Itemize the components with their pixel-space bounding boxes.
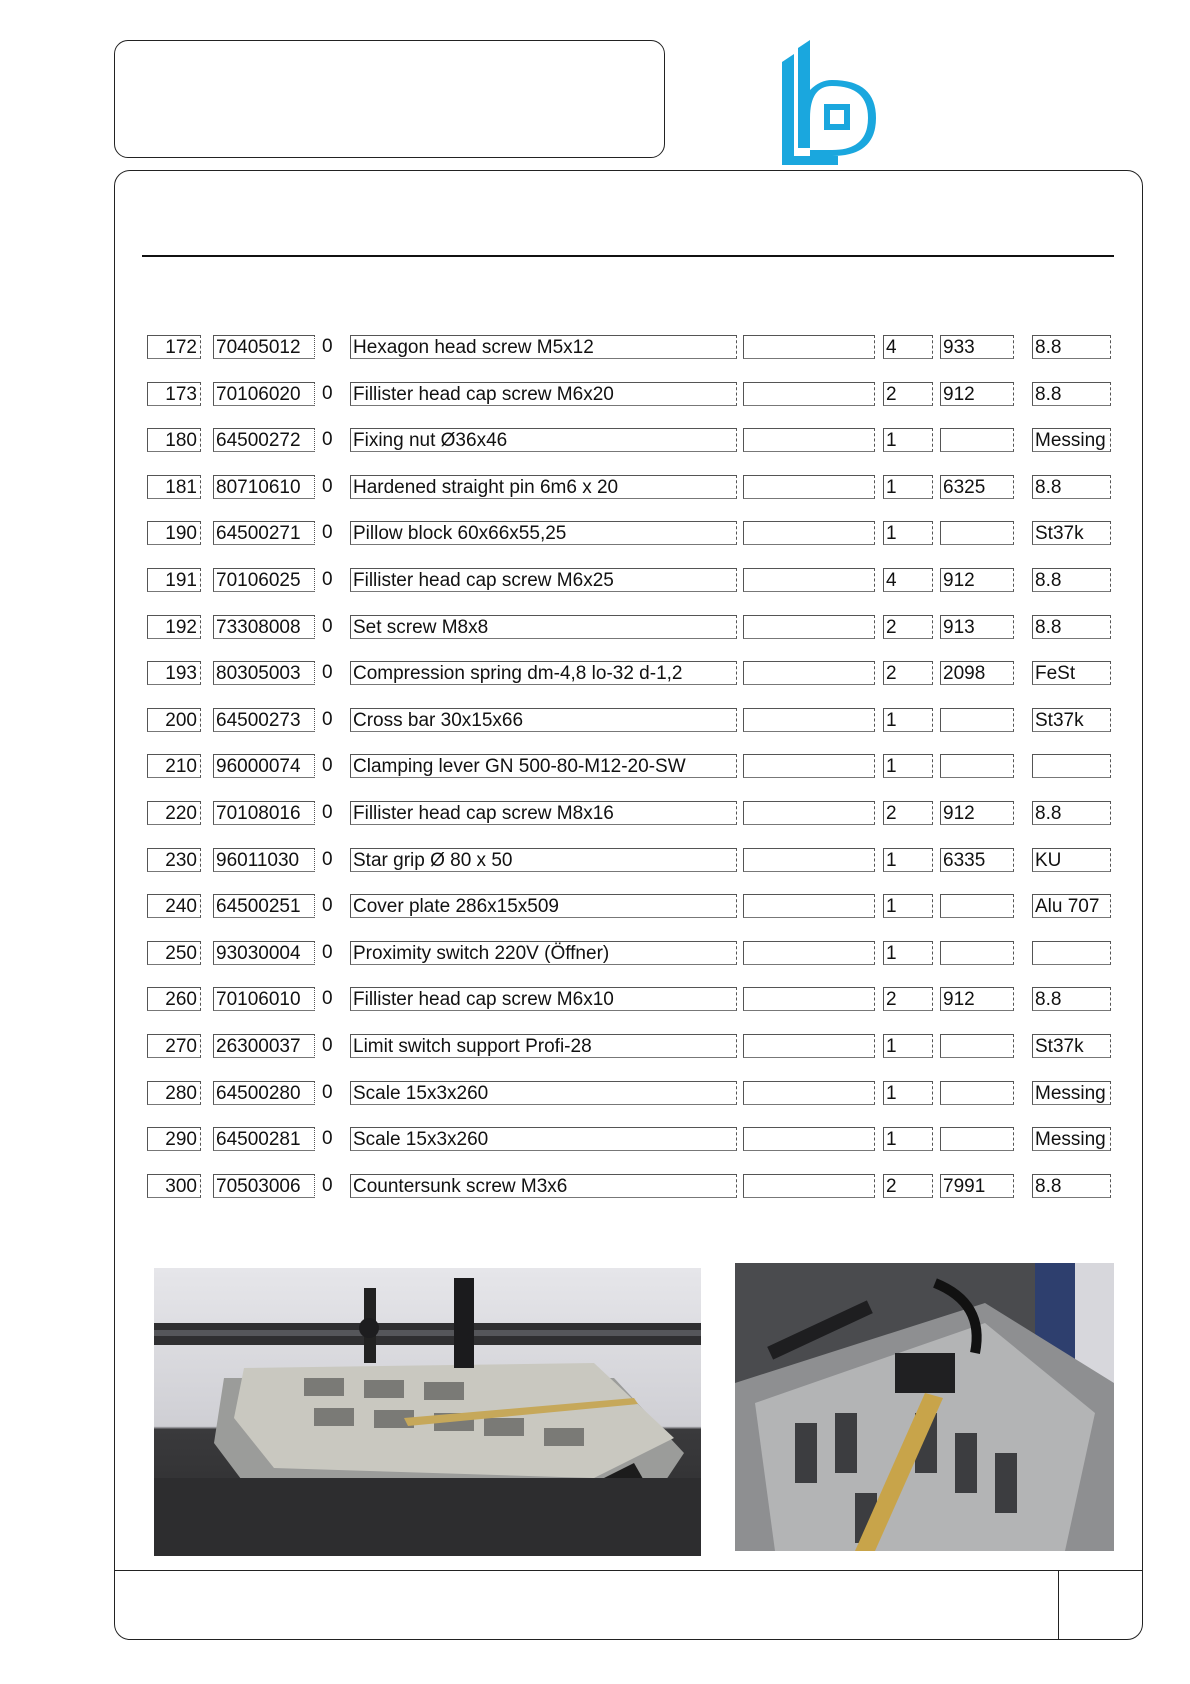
- table-row: [0, 894, 1190, 920]
- blank-cell: [743, 661, 875, 685]
- position-cell: 230: [147, 848, 201, 872]
- material-cell: 8.8: [1032, 475, 1111, 499]
- quantity-cell: 1: [883, 708, 933, 732]
- article-number-cell: 64500273: [213, 708, 315, 732]
- table-row: [0, 941, 1190, 967]
- description-cell: Fillister head cap screw M6x10: [350, 987, 737, 1011]
- blank-cell: [743, 754, 875, 778]
- table-row: [0, 568, 1190, 594]
- quantity-cell: 1: [883, 1034, 933, 1058]
- table-row: [0, 661, 1190, 687]
- norm-cell: [940, 428, 1014, 452]
- position-cell: 200: [147, 708, 201, 732]
- table-row: [0, 801, 1190, 827]
- table-row: [0, 708, 1190, 734]
- material-cell: Messing: [1032, 1127, 1111, 1151]
- blank-cell: [743, 801, 875, 825]
- quantity-cell: 2: [883, 1174, 933, 1198]
- position-cell: 210: [147, 754, 201, 778]
- material-cell: [1032, 941, 1111, 965]
- variant-cell: 0: [320, 428, 342, 452]
- position-cell: 192: [147, 615, 201, 639]
- description-cell: Fillister head cap screw M6x25: [350, 568, 737, 592]
- article-number-cell: 70106020: [213, 382, 315, 406]
- machine-table-photo-icon: [154, 1268, 701, 1556]
- norm-cell: 912: [940, 382, 1014, 406]
- description-cell: Scale 15x3x260: [350, 1127, 737, 1151]
- position-cell: 260: [147, 987, 201, 1011]
- quantity-cell: 2: [883, 801, 933, 825]
- position-cell: 220: [147, 801, 201, 825]
- article-number-cell: 80305003: [213, 661, 315, 685]
- footer-page-cell: [1058, 1570, 1059, 1640]
- blank-cell: [743, 708, 875, 732]
- quantity-cell: 2: [883, 987, 933, 1011]
- norm-cell: [940, 941, 1014, 965]
- description-cell: Scale 15x3x260: [350, 1081, 737, 1105]
- quantity-cell: 1: [883, 754, 933, 778]
- norm-cell: 6325: [940, 475, 1014, 499]
- blank-cell: [743, 382, 875, 406]
- description-cell: Fixing nut Ø36x46: [350, 428, 737, 452]
- blank-cell: [743, 521, 875, 545]
- variant-cell: 0: [320, 1081, 342, 1105]
- article-number-cell: 93030004: [213, 941, 315, 965]
- norm-cell: [940, 894, 1014, 918]
- blank-cell: [743, 1174, 875, 1198]
- norm-cell: 7991: [940, 1174, 1014, 1198]
- quantity-cell: 1: [883, 941, 933, 965]
- norm-cell: 912: [940, 801, 1014, 825]
- blank-cell: [743, 1034, 875, 1058]
- table-row: [0, 428, 1190, 454]
- variant-cell: 0: [320, 848, 342, 872]
- position-cell: 180: [147, 428, 201, 452]
- description-cell: Countersunk screw M3x6: [350, 1174, 737, 1198]
- table-row: [0, 335, 1190, 361]
- lb-book-logo-icon: [780, 40, 880, 165]
- norm-cell: 912: [940, 987, 1014, 1011]
- norm-cell: [940, 521, 1014, 545]
- norm-cell: 913: [940, 615, 1014, 639]
- description-cell: Cross bar 30x15x66: [350, 708, 737, 732]
- quantity-cell: 2: [883, 661, 933, 685]
- norm-cell: [940, 1081, 1014, 1105]
- variant-cell: 0: [320, 894, 342, 918]
- material-cell: 8.8: [1032, 615, 1111, 639]
- material-cell: 8.8: [1032, 1174, 1111, 1198]
- variant-cell: 0: [320, 382, 342, 406]
- description-cell: Fillister head cap screw M6x20: [350, 382, 737, 406]
- position-cell: 250: [147, 941, 201, 965]
- table-row: [0, 1127, 1190, 1153]
- article-number-cell: 70106025: [213, 568, 315, 592]
- table-row: [0, 1174, 1190, 1200]
- blank-cell: [743, 615, 875, 639]
- quantity-cell: 2: [883, 615, 933, 639]
- position-cell: 240: [147, 894, 201, 918]
- table-row: [0, 382, 1190, 408]
- norm-cell: [940, 1127, 1014, 1151]
- article-number-cell: 70106010: [213, 987, 315, 1011]
- footer-divider: [114, 1570, 1143, 1571]
- quantity-cell: 2: [883, 382, 933, 406]
- description-cell: Compression spring dm-4,8 lo-32 d-1,2: [350, 661, 737, 685]
- table-row: [0, 754, 1190, 780]
- variant-cell: 0: [320, 335, 342, 359]
- quantity-cell: 1: [883, 428, 933, 452]
- article-number-cell: 64500280: [213, 1081, 315, 1105]
- table-row: [0, 615, 1190, 641]
- quantity-cell: 1: [883, 1127, 933, 1151]
- variant-cell: 0: [320, 708, 342, 732]
- header-divider: [142, 255, 1114, 257]
- description-cell: Cover plate 286x15x509: [350, 894, 737, 918]
- material-cell: St37k: [1032, 708, 1111, 732]
- material-cell: Alu 707: [1032, 894, 1111, 918]
- position-cell: 190: [147, 521, 201, 545]
- quantity-cell: 1: [883, 475, 933, 499]
- article-number-cell: 70405012: [213, 335, 315, 359]
- position-cell: 280: [147, 1081, 201, 1105]
- blank-cell: [743, 1081, 875, 1105]
- article-number-cell: 64500281: [213, 1127, 315, 1151]
- article-number-cell: 96011030: [213, 848, 315, 872]
- quantity-cell: 1: [883, 1081, 933, 1105]
- material-cell: FeSt: [1032, 661, 1111, 685]
- article-number-cell: 70108016: [213, 801, 315, 825]
- position-cell: 172: [147, 335, 201, 359]
- material-cell: Messing: [1032, 1081, 1111, 1105]
- table-row: [0, 848, 1190, 874]
- blank-cell: [743, 335, 875, 359]
- norm-cell: 933: [940, 335, 1014, 359]
- table-row: [0, 475, 1190, 501]
- quantity-cell: 1: [883, 848, 933, 872]
- table-row: [0, 987, 1190, 1013]
- quantity-cell: 4: [883, 335, 933, 359]
- variant-cell: 0: [320, 801, 342, 825]
- variant-cell: 0: [320, 521, 342, 545]
- variant-cell: 0: [320, 1127, 342, 1151]
- article-number-cell: 26300037: [213, 1034, 315, 1058]
- variant-cell: 0: [320, 1034, 342, 1058]
- blank-cell: [743, 1127, 875, 1151]
- description-cell: Hexagon head screw M5x12: [350, 335, 737, 359]
- material-cell: KU: [1032, 848, 1111, 872]
- norm-cell: 2098: [940, 661, 1014, 685]
- description-cell: Clamping lever GN 500-80-M12-20-SW: [350, 754, 737, 778]
- material-cell: 8.8: [1032, 801, 1111, 825]
- blank-cell: [743, 848, 875, 872]
- material-cell: [1032, 754, 1111, 778]
- machine-table-closeup-photo-icon: [735, 1263, 1114, 1551]
- position-cell: 191: [147, 568, 201, 592]
- variant-cell: 0: [320, 615, 342, 639]
- description-cell: Fillister head cap screw M8x16: [350, 801, 737, 825]
- material-cell: 8.8: [1032, 335, 1111, 359]
- article-number-cell: 64500272: [213, 428, 315, 452]
- variant-cell: 0: [320, 941, 342, 965]
- blank-cell: [743, 941, 875, 965]
- article-number-cell: 80710610: [213, 475, 315, 499]
- quantity-cell: 1: [883, 894, 933, 918]
- norm-cell: [940, 1034, 1014, 1058]
- table-row: [0, 521, 1190, 547]
- position-cell: 290: [147, 1127, 201, 1151]
- article-number-cell: 64500271: [213, 521, 315, 545]
- quantity-cell: 1: [883, 521, 933, 545]
- material-cell: St37k: [1032, 1034, 1111, 1058]
- position-cell: 270: [147, 1034, 201, 1058]
- description-cell: Star grip Ø 80 x 50: [350, 848, 737, 872]
- position-cell: 193: [147, 661, 201, 685]
- material-cell: St37k: [1032, 521, 1111, 545]
- article-number-cell: 64500251: [213, 894, 315, 918]
- article-number-cell: 70503006: [213, 1174, 315, 1198]
- blank-cell: [743, 428, 875, 452]
- material-cell: 8.8: [1032, 568, 1111, 592]
- description-cell: Pillow block 60x66x55,25: [350, 521, 737, 545]
- table-row: [0, 1034, 1190, 1060]
- blank-cell: [743, 894, 875, 918]
- variant-cell: 0: [320, 1174, 342, 1198]
- description-cell: Limit switch support Profi-28: [350, 1034, 737, 1058]
- blank-cell: [743, 987, 875, 1011]
- article-number-cell: 96000074: [213, 754, 315, 778]
- norm-cell: 912: [940, 568, 1014, 592]
- header-title-box: [114, 40, 665, 158]
- norm-cell: 6335: [940, 848, 1014, 872]
- variant-cell: 0: [320, 661, 342, 685]
- blank-cell: [743, 475, 875, 499]
- material-cell: Messing: [1032, 428, 1111, 452]
- quantity-cell: 4: [883, 568, 933, 592]
- description-cell: Set screw M8x8: [350, 615, 737, 639]
- description-cell: Hardened straight pin 6m6 x 20: [350, 475, 737, 499]
- position-cell: 181: [147, 475, 201, 499]
- variant-cell: 0: [320, 754, 342, 778]
- variant-cell: 0: [320, 568, 342, 592]
- material-cell: 8.8: [1032, 987, 1111, 1011]
- article-number-cell: 73308008: [213, 615, 315, 639]
- norm-cell: [940, 708, 1014, 732]
- variant-cell: 0: [320, 475, 342, 499]
- material-cell: 8.8: [1032, 382, 1111, 406]
- variant-cell: 0: [320, 987, 342, 1011]
- position-cell: 300: [147, 1174, 201, 1198]
- description-cell: Proximity switch 220V (Öffner): [350, 941, 737, 965]
- norm-cell: [940, 754, 1014, 778]
- position-cell: 173: [147, 382, 201, 406]
- blank-cell: [743, 568, 875, 592]
- table-row: [0, 1081, 1190, 1107]
